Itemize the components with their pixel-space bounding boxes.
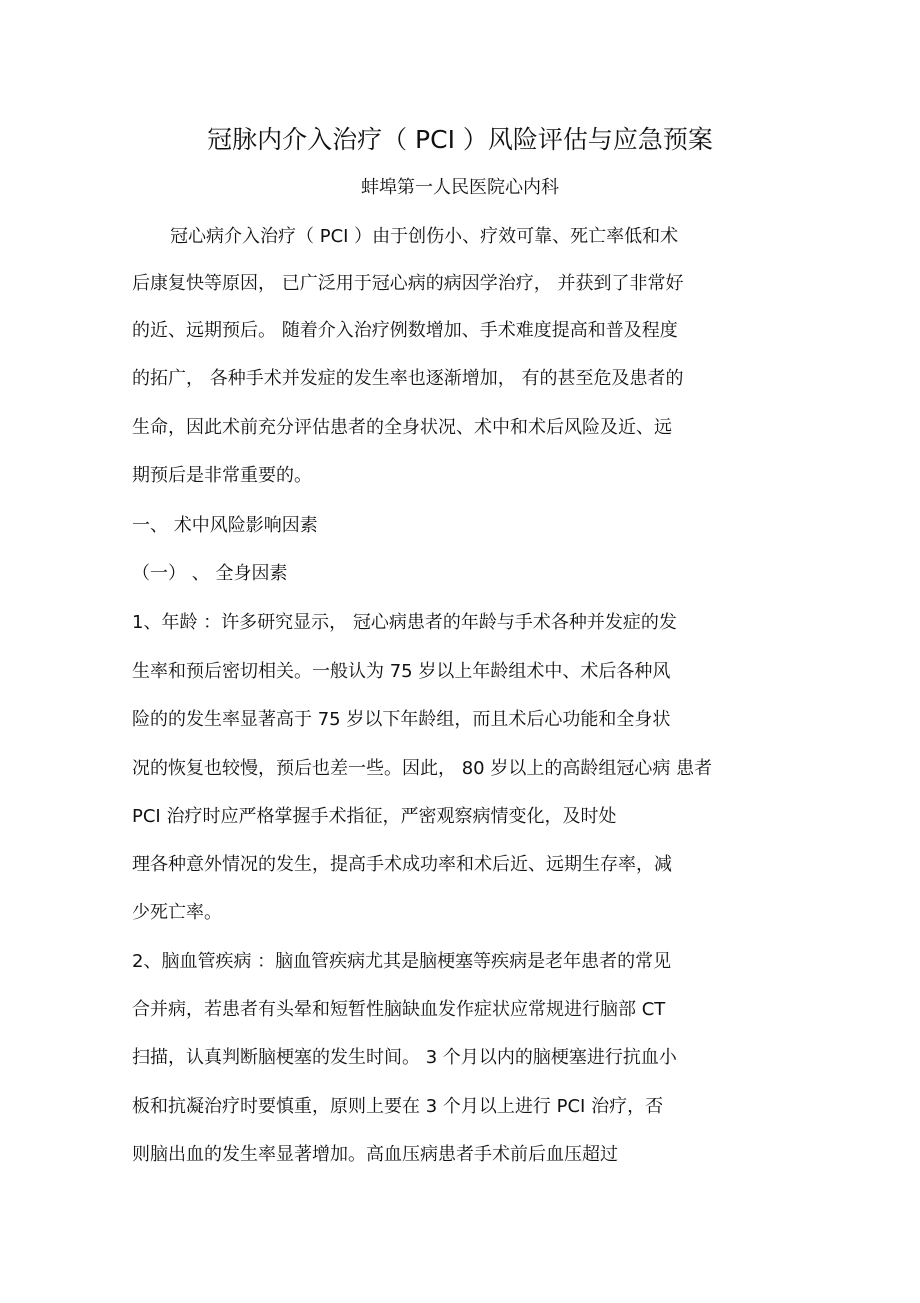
item-2-line: 则脑出血的发生率显著增加。高血压病患者手术前后血压超过 xyxy=(132,1144,618,1165)
item-1-line: PCI 治疗时应严格掌握手术指征，严密观察病情变化，及时处 xyxy=(132,806,617,827)
item-1-line: 1、年龄 ：许多研究显示， 冠心病患者的年龄与手术各种并发症的发 xyxy=(132,612,677,633)
item-2-line: 扫描，认真判断脑梗塞的发生时间。 3 个月以内的脑梗塞进行抗血小 xyxy=(132,1047,677,1068)
intro-line: 期预后是非常重要的。 xyxy=(132,465,312,486)
item-1-line: 理各种意外情况的发生，提高手术成功率和术后近、远期生存率，减 xyxy=(132,854,672,875)
intro-line: 的近、远期预后。 随着介入治疗例数增加、手术难度提高和普及程度 xyxy=(132,320,678,341)
item-1-line: 少死亡率。 xyxy=(132,902,222,923)
document-title: 冠脉内介入治疗（ PCI ）风险评估与应急预案 xyxy=(207,125,713,154)
subsection-heading: （一） 、 全身因素 xyxy=(132,563,288,584)
item-1-line: 况的恢复也较慢，预后也差一些。因此， 80 岁以上的高龄组冠心病 患者 xyxy=(132,758,713,779)
intro-line: 的拓广， 各种手术并发症的发生率也逐渐增加， 有的甚至危及患者的 xyxy=(132,368,684,389)
item-2-line: 合并病，若患者有头晕和短暂性脑缺血发作症状应常规进行脑部 CT xyxy=(132,999,666,1020)
intro-line: 冠心病介入治疗（ PCI ）由于创伤小、疗效可靠、死亡率低和术 xyxy=(170,226,679,247)
item-2-line: 2、脑血管疾病 ：脑血管疾病尤其是脑梗塞等疾病是老年患者的常见 xyxy=(132,951,672,972)
item-1-line: 生率和预后密切相关。一般认为 75 岁以上年龄组术中、术后各种风 xyxy=(132,661,671,682)
intro-line: 生命，因此术前充分评估患者的全身状况、术中和术后风险及近、远 xyxy=(132,417,672,438)
section-heading: 一、 术中风险影响因素 xyxy=(132,515,318,536)
document-subtitle: 蚌埠第一人民医院心内科 xyxy=(361,177,559,198)
item-1-line: 险的的发生率显著高于 75 岁以下年龄组，而且术后心功能和全身状 xyxy=(132,709,671,730)
intro-line: 后康复快等原因， 已广泛用于冠心病的病因学治疗， 并获到了非常好 xyxy=(132,273,684,294)
item-2-line: 板和抗凝治疗时要慎重，原则上要在 3 个月以上进行 PCI 治疗，否 xyxy=(132,1096,664,1117)
